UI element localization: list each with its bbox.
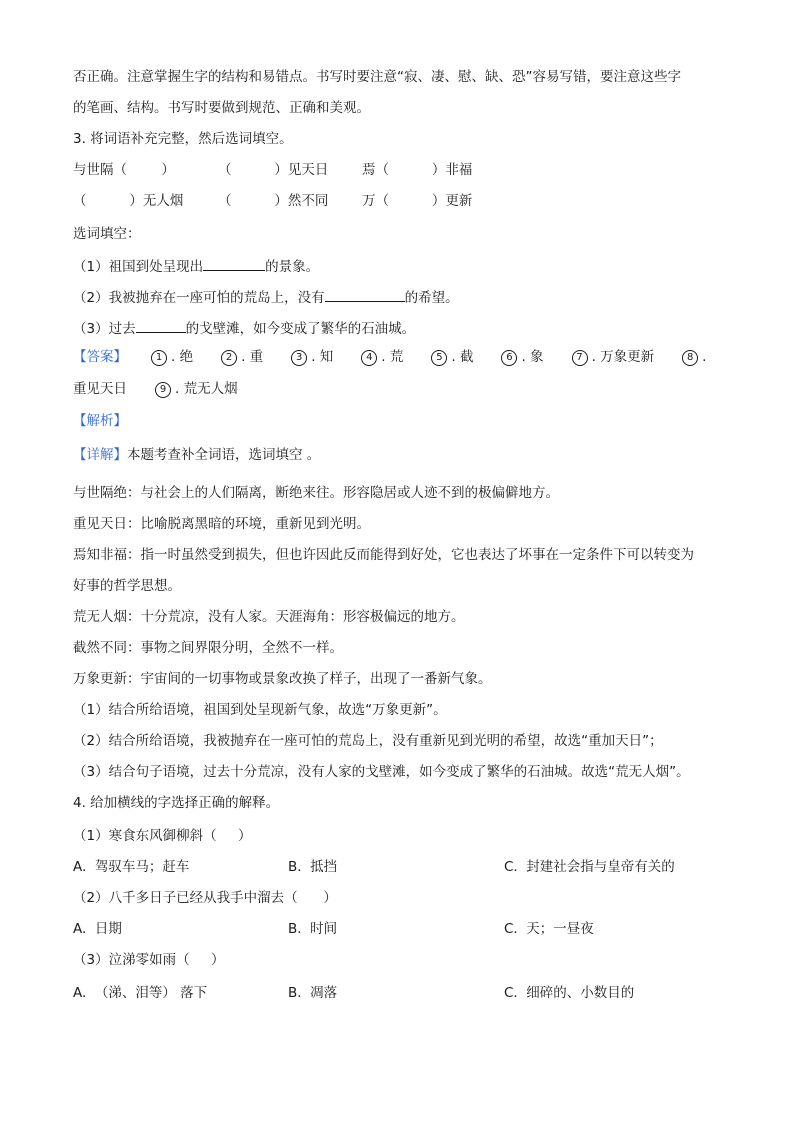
solution-line: （3）结合句子语境，过去十分荒凉，没有人家的戈壁滩，如今变成了繁华的石油城。故选“荒无人烟”。 [73,764,690,780]
answer-row [73,348,706,366]
circled-number: 8 [682,350,698,366]
fill-sentence [73,256,319,276]
explanation-line: 焉知非福：指一时虽然受到损失，但也许因此反而能得到好处，它也表达了坏事在一定条件下可以转变为 [73,547,694,563]
option-b: B. 抵挡 [288,859,338,875]
answer-item [572,348,655,366]
answer-item [501,348,543,366]
option-b: B. 凋落 [288,985,338,1001]
detail-label: 【详解】 [73,447,127,463]
answer-label: 【答案】 [73,349,127,365]
sentence-text: 的希望。 [404,290,459,306]
solution-line: （2）结合所给语境，我被抛弃在一座可怕的荒岛上，没有重新见到光明的希望，故选“重加天日”； [73,733,663,749]
circled-number: 4 [361,350,377,366]
word-blank: （ ）无人烟 [73,193,184,209]
sub-question: （1）寒食东风御柳斜（ ） [73,828,252,844]
circled-number: 3 [291,350,307,366]
answer-text: . 重 [241,349,264,365]
answer-item [361,348,403,366]
fill-sentence [73,318,415,338]
explanation-line: 万象更新：宇宙间的一切事物或景象改换了样子，出现了一番新气象。 [73,671,492,687]
answer-blank [325,287,405,302]
sentence-text: 的景象。 [265,259,320,275]
option-b: B. 时间 [288,921,338,937]
circled-number: 5 [431,350,447,366]
circled-number: 1 [151,350,167,366]
circled-number: 7 [572,350,588,366]
answer-text: . 象 [521,349,544,365]
word-blank: 与世隔（ ） [73,162,175,178]
answer-item [291,348,333,366]
answer-text: . 绝 [171,349,194,365]
circled-number: 9 [155,382,171,398]
answer-item [431,348,473,366]
circled-number: 6 [501,350,517,366]
circled-number: 2 [221,350,237,366]
answer-list [151,349,706,365]
sentence-text: 的戈壁滩，如今变成了繁华的石油城。 [185,321,416,337]
answer-blank [136,318,186,333]
option-c: C. 封建社会指与皇帝有关的 [504,859,675,875]
explanation-line: 荒无人烟：十分荒凉，没有人家。天涯海角：形容极偏远的地方。 [73,609,465,625]
option-a: A. 驾驭车马；赶车 [73,859,190,875]
detail-line [73,446,320,464]
answer-item [151,348,193,366]
sub-question: （3）泣涕零如雨（ ） [73,952,225,968]
sub-question: （2）八千多日子已经从我手中溜去（ ） [73,890,337,906]
answer-text: . 万象更新 [591,349,655,365]
answer-item [155,380,238,398]
fill-title: 选词填空： [73,226,141,242]
text-line: 否正确。注意掌握生字的结构和易错点。书写时要注意“寂、凄、慰、缺、恐”容易写错，要注意这些字 [73,69,681,85]
answer-blank [203,256,265,271]
question-title: 3. 将词语补充完整，然后选词填空。 [73,131,293,147]
explanation-line: 截然不同：事物之间界限分明，全然不一样。 [73,640,343,656]
option-a: A. 日期 [73,921,122,937]
answer-text: . 知 [311,349,334,365]
option-a: A. （涕、泪等） 落下 [73,985,208,1001]
option-c: C. 细碎的、小数目的 [504,985,635,1001]
option-c: C. 天；一昼夜 [504,921,594,937]
word-blank: 万（ ）更新 [362,193,473,209]
analysis-label: 【解析】 [73,413,127,429]
explanation-line: 重见天日：比喻脱离黑暗的环境，重新见到光明。 [73,516,370,532]
word-blank: （ ）然不同 [218,193,329,209]
answer-text: . 截 [451,349,474,365]
answer-text: . 荒无人烟 [175,381,238,397]
answer-text: 重见天日 [73,381,127,397]
sentence-text: （2）我被抛弃在一座可怕的荒岛上，没有 [73,290,325,306]
detail-text: 本题考查补全词语，选词填空 。 [127,447,321,463]
answer-item [221,348,263,366]
question-title: 4. 给加横线的字选择正确的解释。 [73,795,280,811]
word-blank: （ ）见天日 [218,162,329,178]
answer-row-cont [73,380,266,398]
answer-text: . 荒 [381,349,404,365]
sentence-text: （1）祖国到处呈现出 [73,259,204,275]
sentence-text: （3）过去 [73,321,136,337]
explanation-line: 与世隔绝：与社会上的人们隔离，断绝来往。形容隐居或人迹不到的极偏僻地方。 [73,485,559,501]
solution-line: （1）结合所给语境，祖国到处呈现新气象，故选“万象更新”。 [73,702,447,718]
text-line: 的笔画、结构。书写时要做到规范、正确和美观。 [73,100,370,116]
answer-text: . [702,349,707,365]
answer-list [155,381,266,397]
word-blank: 焉（ ）非福 [362,162,473,178]
fill-sentence [73,287,459,307]
explanation-line: 好事的哲学思想。 [73,578,181,594]
answer-item [682,348,706,366]
